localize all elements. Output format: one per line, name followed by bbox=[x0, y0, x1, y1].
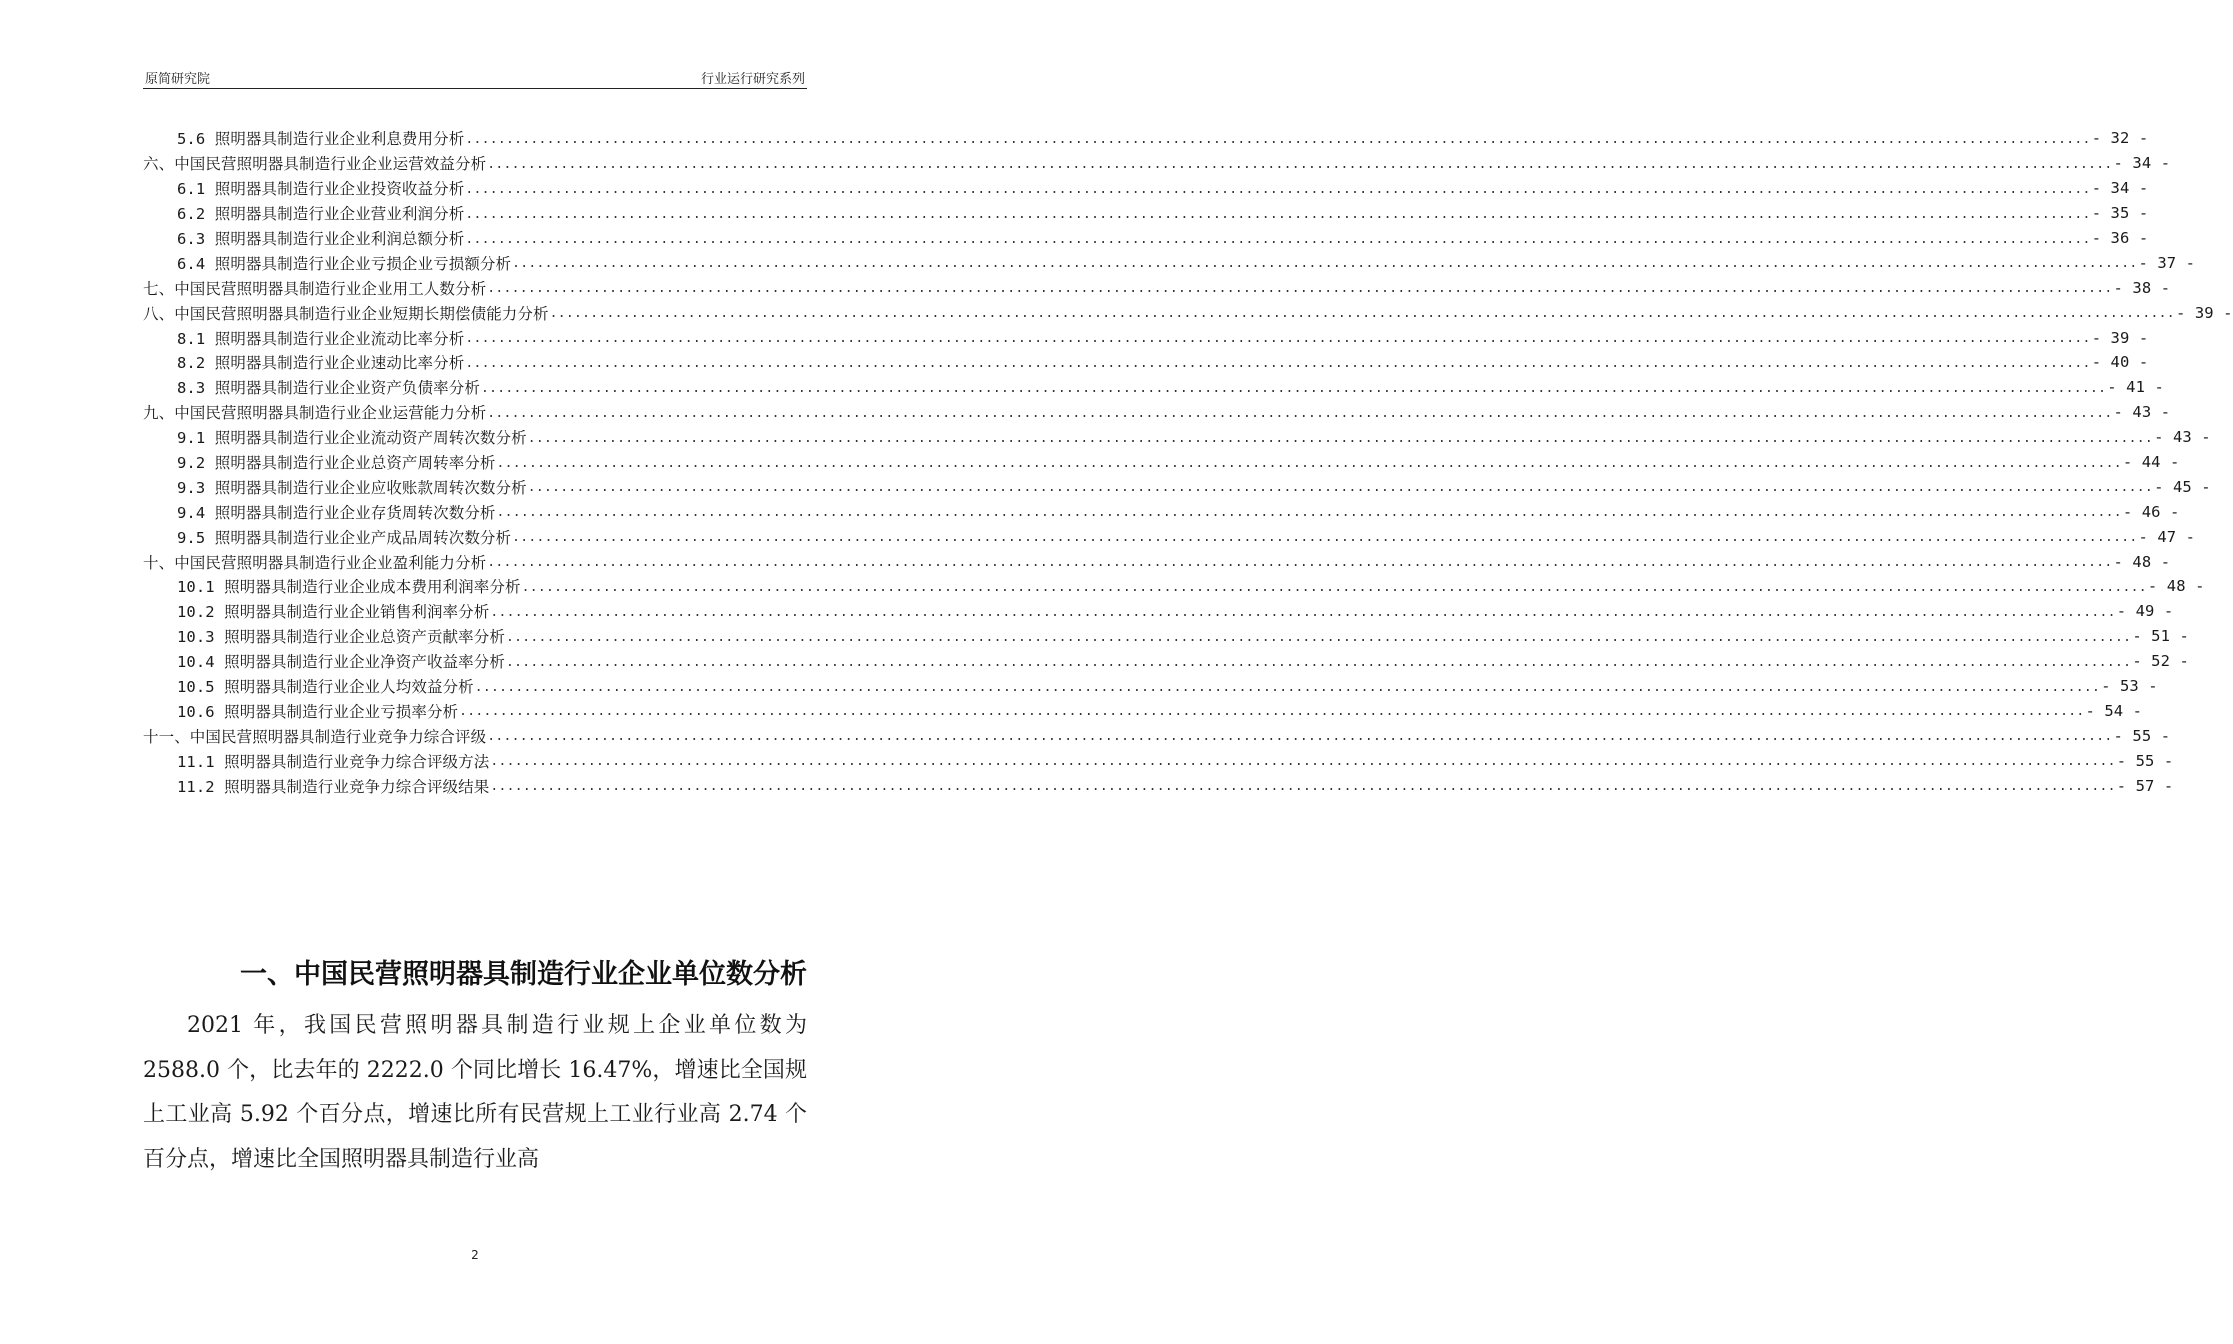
toc-entry[interactable] bbox=[143, 176, 2149, 201]
toc-entry[interactable] bbox=[143, 226, 2149, 251]
toc-dot-leader: ........................................................................................................................................................................................................ bbox=[487, 156, 2113, 172]
toc-entry-title: 6.4 照明器具制造行业企业亏损企业亏损额分析 bbox=[177, 254, 512, 273]
toc-entry[interactable] bbox=[143, 723, 2171, 748]
page-header bbox=[143, 66, 807, 89]
toc-entry[interactable] bbox=[143, 773, 2174, 798]
toc-dot-leader: ........................................................................................................................................................................................................ bbox=[465, 206, 2091, 222]
toc-entry[interactable] bbox=[143, 674, 2158, 699]
toc-entry[interactable] bbox=[143, 574, 2205, 599]
toc-dot-leader: ........................................................................................................................................................................................................ bbox=[465, 355, 2091, 371]
toc-entry[interactable] bbox=[143, 499, 2180, 524]
toc-dot-leader: ........................................................................................................................................................................................................ bbox=[465, 231, 2091, 247]
toc-entry-title: 七、中国民营照明器具制造行业企业用工人数分析 bbox=[143, 279, 487, 298]
toc-entry-page: - 45 - bbox=[2154, 477, 2211, 496]
toc-entry-title: 八、中国民营照明器具制造行业企业短期长期偿债能力分析 bbox=[143, 304, 549, 323]
toc-dot-leader: ........................................................................................................................................................................................................ bbox=[465, 181, 2091, 197]
toc-entry[interactable] bbox=[143, 250, 2196, 275]
toc-dot-leader: ........................................................................................................................................................................................................ bbox=[465, 131, 2091, 147]
toc-entry-page: - 38 - bbox=[2113, 278, 2171, 297]
toc-entry-title: 10.3 照明器具制造行业企业总资产贡献率分析 bbox=[177, 628, 505, 647]
toc-dot-leader: ........................................................................................................................................................................................................ bbox=[527, 430, 2154, 446]
toc-entry-title: 10.6 照明器具制造行业企业亏损率分析 bbox=[177, 702, 459, 721]
toc-dot-leader: ........................................................................................................................................................................................................ bbox=[521, 579, 2147, 595]
toc-entry[interactable] bbox=[143, 126, 2149, 151]
toc-dot-leader: ........................................................................................................................................................................................................ bbox=[465, 331, 2091, 347]
toc-dot-leader: ........................................................................................................................................................................................................ bbox=[487, 405, 2113, 421]
toc-entry[interactable] bbox=[143, 425, 2211, 450]
toc-entry[interactable] bbox=[143, 474, 2211, 499]
toc-entry-page: - 55 - bbox=[2116, 751, 2174, 770]
toc-dot-leader: ........................................................................................................................................................................................................ bbox=[505, 654, 2132, 670]
toc-entry-page: - 34 - bbox=[2113, 154, 2171, 173]
toc-entry-title: 11.2 照明器具制造行业竞争力综合评级结果 bbox=[177, 777, 490, 796]
toc-dot-leader: ........................................................................................................................................................................................................ bbox=[512, 530, 2138, 546]
table-of-contents bbox=[143, 126, 2233, 798]
toc-entry-title: 10.2 照明器具制造行业企业销售利润率分析 bbox=[177, 603, 490, 622]
page-number: 2 bbox=[471, 1248, 479, 1262]
toc-dot-leader: ........................................................................................................................................................................................................ bbox=[487, 729, 2113, 745]
toc-entry-title: 10.5 照明器具制造行业企业人均效益分析 bbox=[177, 678, 474, 697]
toc-entry[interactable] bbox=[143, 649, 2189, 674]
toc-entry-title: 9.4 照明器具制造行业企业存货周转次数分析 bbox=[177, 503, 496, 522]
toc-entry[interactable] bbox=[143, 151, 2171, 176]
toc-dot-leader: ........................................................................................................................................................................................................ bbox=[505, 629, 2132, 645]
toc-entry[interactable] bbox=[143, 748, 2174, 773]
toc-dot-leader: ........................................................................................................................................................................................................ bbox=[480, 380, 2107, 396]
toc-entry[interactable] bbox=[143, 325, 2149, 350]
toc-dot-leader: ........................................................................................................................................................................................................ bbox=[487, 555, 2113, 571]
toc-entry-title: 8.1 照明器具制造行业企业流动比率分析 bbox=[177, 329, 465, 348]
toc-entry[interactable] bbox=[143, 698, 2143, 723]
toc-entry-page: - 49 - bbox=[2116, 602, 2174, 621]
toc-entry-page: - 36 - bbox=[2091, 229, 2149, 247]
toc-entry-page: - 52 - bbox=[2132, 652, 2189, 671]
toc-entry-page: - 44 - bbox=[2122, 453, 2180, 472]
toc-entry-title: 9.1 照明器具制造行业企业流动资产周转次数分析 bbox=[177, 429, 527, 448]
toc-entry-page: - 34 - bbox=[2091, 179, 2149, 198]
toc-entry-title: 10.4 照明器具制造行业企业净资产收益率分析 bbox=[177, 653, 505, 672]
toc-entry[interactable] bbox=[143, 524, 2196, 549]
toc-dot-leader: ........................................................................................................................................................................................................ bbox=[527, 480, 2154, 496]
toc-entry[interactable] bbox=[143, 624, 2189, 649]
toc-dot-leader: ........................................................................................................................................................................................................ bbox=[496, 455, 2122, 471]
toc-entry-page: - 46 - bbox=[2122, 502, 2180, 521]
toc-entry-page: - 35 - bbox=[2091, 204, 2149, 223]
toc-entry-title: 8.3 照明器具制造行业企业资产负债率分析 bbox=[177, 379, 480, 398]
toc-entry-title: 六、中国民营照明器具制造行业企业运营效益分析 bbox=[143, 155, 487, 174]
header-org-name: 原简研究院 bbox=[145, 72, 211, 87]
toc-entry-page: - 48 - bbox=[2147, 577, 2205, 596]
toc-entry-page: - 51 - bbox=[2132, 627, 2189, 646]
toc-entry-title: 11.1 照明器具制造行业竞争力综合评级方法 bbox=[177, 752, 490, 771]
toc-dot-leader: ........................................................................................................................................................................................................ bbox=[459, 704, 2085, 720]
toc-entry-page: - 40 - bbox=[2091, 353, 2149, 372]
section-heading: 一、中国民营照明器具制造行业企业单位数分析 bbox=[240, 959, 807, 990]
toc-entry-page: - 32 - bbox=[2091, 129, 2149, 148]
toc-entry[interactable] bbox=[143, 201, 2149, 226]
toc-entry[interactable] bbox=[143, 400, 2171, 425]
toc-dot-leader: ........................................................................................................................................................................................................ bbox=[490, 779, 2116, 795]
toc-entry[interactable] bbox=[143, 375, 2164, 400]
toc-entry[interactable] bbox=[143, 549, 2171, 574]
toc-entry-page: - 39 - bbox=[2091, 328, 2149, 347]
toc-entry-title: 9.2 照明器具制造行业企业总资产周转率分析 bbox=[177, 454, 496, 473]
toc-entry[interactable] bbox=[143, 275, 2171, 300]
toc-entry-page: - 53 - bbox=[2101, 677, 2158, 696]
toc-entry-title: 9.5 照明器具制造行业企业产成品周转次数分析 bbox=[177, 528, 512, 547]
toc-entry-page: - 48 - bbox=[2113, 552, 2171, 571]
toc-entry-title: 6.2 照明器具制造行业企业营业利润分析 bbox=[177, 205, 465, 224]
toc-entry-page: - 43 - bbox=[2154, 428, 2211, 447]
toc-entry-page: - 47 - bbox=[2138, 527, 2196, 546]
toc-entry-title: 6.1 照明器具制造行业企业投资收益分析 bbox=[177, 180, 465, 199]
header-series-name: 行业运行研究系列 bbox=[700, 72, 805, 87]
toc-entry-page: - 57 - bbox=[2116, 776, 2174, 795]
toc-entry-title: 十一、中国民营照明器具制造行业竞争力综合评级 bbox=[143, 727, 487, 746]
toc-entry[interactable] bbox=[143, 300, 2233, 325]
toc-entry[interactable] bbox=[143, 599, 2174, 624]
body-paragraph: 2021 年，我国民营照明器具制造行业规上企业单位数为 2588.0 个，比去年的 2222.0 个同比增长 16.47%，增速比全国规上工业高 5.92 个百分点，增速比所有民营规上工业行业高 2.74 个百分点，增速比全国照明器具制造行业高 bbox=[143, 1013, 807, 1172]
toc-entry-title: 8.2 照明器具制造行业企业速动比率分析 bbox=[177, 354, 465, 373]
toc-entry-title: 5.6 照明器具制造行业企业利息费用分析 bbox=[177, 130, 465, 149]
toc-entry-title: 6.3 照明器具制造行业企业利润总额分析 bbox=[177, 230, 465, 248]
toc-entry-page: - 54 - bbox=[2085, 701, 2143, 720]
toc-entry[interactable] bbox=[143, 450, 2180, 475]
toc-entry-title: 九、中国民营照明器具制造行业企业运营能力分析 bbox=[143, 404, 487, 423]
toc-entry-title: 9.3 照明器具制造行业企业应收账款周转次数分析 bbox=[177, 478, 527, 497]
toc-dot-leader: ........................................................................................................................................................................................................ bbox=[496, 505, 2122, 521]
toc-entry-title: 10.1 照明器具制造行业企业成本费用利润率分析 bbox=[177, 578, 521, 597]
toc-entry-page: - 43 - bbox=[2113, 403, 2171, 422]
toc-dot-leader: ........................................................................................................................................................................................................ bbox=[512, 256, 2138, 272]
toc-dot-leader: ........................................................................................................................................................................................................ bbox=[549, 306, 2175, 322]
toc-dot-leader: ........................................................................................................................................................................................................ bbox=[490, 604, 2116, 620]
toc-entry-page: - 41 - bbox=[2107, 378, 2164, 397]
toc-entry-title: 十、中国民营照明器具制造行业企业盈利能力分析 bbox=[143, 553, 487, 572]
toc-dot-leader: ........................................................................................................................................................................................................ bbox=[490, 754, 2116, 770]
toc-dot-leader: ........................................................................................................................................................................................................ bbox=[487, 281, 2113, 297]
toc-entry-page: - 55 - bbox=[2113, 726, 2171, 745]
toc-entry-page: - 39 - bbox=[2175, 303, 2233, 322]
toc-entry-page: - 37 - bbox=[2138, 253, 2196, 272]
toc-dot-leader: ........................................................................................................................................................................................................ bbox=[474, 679, 2101, 695]
toc-entry[interactable] bbox=[143, 350, 2149, 375]
